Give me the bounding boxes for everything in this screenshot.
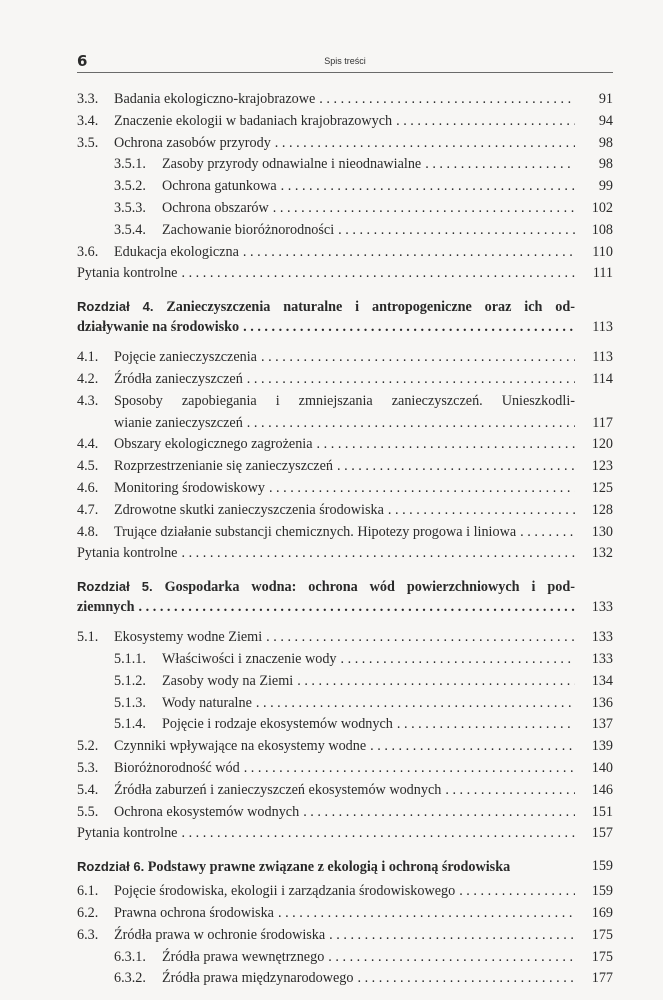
toc-entry[interactable] (77, 500, 613, 522)
toc-entry[interactable] (77, 627, 613, 649)
page-ref: 128 (591, 501, 613, 518)
page-ref: 139 (591, 738, 613, 755)
entry-title: Wody naturalne (162, 694, 252, 711)
chapter-5-heading[interactable] (77, 576, 613, 618)
page-ref: 91 (598, 91, 613, 107)
entry-title: Źródła prawa w ochronie środowiska (114, 926, 326, 943)
page-ref: 134 (591, 672, 613, 689)
table-of-contents (77, 89, 613, 990)
section-number: 3.6. (77, 243, 99, 260)
leader-dots (271, 133, 575, 155)
leader-dots (239, 242, 575, 264)
toc-entry[interactable] (77, 903, 613, 925)
section-number: 3.5.2. (114, 178, 146, 195)
entry-title: Pojęcie środowiska, ekologii i zarządzania środowiskowego (114, 883, 456, 900)
entry-title: Ochrona zasobów przyrody (114, 134, 271, 151)
entry-title: Zasoby przyrody odnawialne i nieodnawialne (162, 156, 422, 173)
leader-dots (243, 369, 575, 391)
page-ref: 159 (591, 883, 613, 900)
leader-dots (455, 881, 575, 903)
section-number: 3.5.4. (114, 221, 146, 238)
leader-dots (177, 543, 575, 565)
section-number: 6.3.2. (114, 970, 146, 987)
toc-entry[interactable] (77, 413, 613, 435)
toc-entry[interactable] (77, 242, 613, 264)
page-ref: 94 (598, 112, 613, 129)
entry-title: Pytania kontrolne (77, 825, 178, 842)
chapter-title-line2: ziemnych (77, 599, 135, 616)
toc-entry[interactable] (77, 649, 613, 671)
page-ref: 146 (591, 781, 613, 798)
section-number: 4.6. (77, 479, 99, 496)
section-number: 3.5. (77, 134, 99, 151)
section-number: 5.1.3. (114, 694, 146, 711)
page-ref: 136 (591, 694, 613, 711)
page-ref: 133 (591, 629, 613, 646)
entry-title: Zasoby wody na Ziemi (162, 672, 294, 689)
toc-entry[interactable] (77, 522, 613, 544)
entry-title: Właściwości i znaczenie wody (162, 650, 337, 667)
page-ref: 108 (591, 221, 613, 238)
page-header (77, 50, 613, 73)
leader-dots (177, 263, 575, 285)
entry-title: Monitoring środowiskowy (114, 479, 265, 496)
toc-entry[interactable] (77, 947, 613, 969)
section-number: 5.1.2. (114, 672, 146, 689)
page-ref: 113 (592, 319, 613, 336)
page-ref: 114 (592, 370, 613, 387)
toc-entry-line (77, 391, 613, 413)
leader-dots (265, 478, 575, 500)
entry-title: Pytania kontrolne (77, 545, 178, 562)
entry-title: Edukacja ekologiczna (114, 243, 239, 260)
leader-dots (421, 154, 575, 176)
leader-dots (337, 649, 575, 671)
leader-dots (366, 736, 575, 758)
toc-entry[interactable] (77, 133, 613, 155)
section-number: 3.5.3. (114, 199, 146, 216)
section-number: 6.2. (77, 904, 99, 921)
toc-entry[interactable] (77, 456, 613, 478)
chapter-title-line1: Gospodarka wodna: ochrona wód powierzchniowych i pod- (164, 579, 576, 596)
page-ref: 175 (591, 926, 613, 943)
section-number: 5.1.4. (114, 716, 146, 733)
page-ref: 157 (591, 825, 613, 842)
leader-dots (262, 627, 575, 649)
leader-dots (384, 500, 575, 522)
section-number: 4.7. (77, 501, 99, 518)
chapter-6-heading[interactable] (77, 856, 613, 877)
entry-title-line1: Sposoby zapobiegania i zmniejszania zanieczyszczeń. Unieszkodli- (114, 392, 575, 409)
toc-entry[interactable] (77, 434, 613, 456)
page-ref: 125 (591, 479, 613, 496)
indent (77, 413, 114, 435)
entry-title: Zdrowotne skutki zanieczyszczenia środowiska (114, 501, 384, 518)
section-number: 3.3. (77, 91, 99, 107)
toc-entry[interactable] (77, 543, 613, 565)
section-number: 4.4. (77, 436, 99, 453)
leader-dots (243, 413, 575, 435)
leader-dots (393, 714, 575, 736)
toc-entry[interactable] (77, 89, 613, 111)
section-number: 3.5.1. (114, 156, 146, 173)
entry-title: Badania ekologiczno-krajobrazowe (114, 91, 316, 107)
entry-title: Rozprzestrzenianie się zanieczyszczeń (114, 458, 333, 475)
chapter-4-heading[interactable] (77, 296, 613, 338)
section-number: 3.4. (77, 112, 99, 129)
section-3-entries (77, 89, 613, 285)
leader-dots (392, 111, 575, 133)
leader-dots (252, 693, 575, 715)
chapter-4-entries (77, 347, 613, 565)
section-number: 5.1.1. (114, 650, 146, 667)
entry-title: Bioróżnorodność wód (114, 759, 240, 776)
entry-title: Trujące działanie substancji chemicznych. Hipotezy progowa i liniowa (114, 523, 517, 540)
leader-dots (277, 176, 575, 198)
page-ref: 117 (592, 414, 613, 431)
chapter-label: Rozdział 4. (77, 299, 154, 315)
section-number: 6.3. (77, 926, 99, 943)
toc-entry[interactable] (77, 736, 613, 758)
page-ref: 132 (591, 545, 613, 562)
entry-title: Źródła zaburzeń i zanieczyszczeń ekosystemów wodnych (114, 781, 442, 798)
toc-entry[interactable] (77, 369, 613, 391)
leader-dots (325, 925, 575, 947)
entry-title: Prawna ochrona środowiska (114, 904, 274, 921)
chapter-5-entries (77, 627, 613, 845)
entry-title: Obszary ekologicznego zagrożenia (114, 436, 313, 453)
toc-entry[interactable] (77, 758, 613, 780)
entry-title: wianie zanieczyszczeń (114, 414, 243, 431)
page-ref: 113 (592, 349, 613, 366)
page-ref: 123 (591, 458, 613, 475)
entry-title: Ochrona ekosystemów wodnych (114, 803, 300, 820)
chapter-label: Rozdział 6. (77, 859, 145, 875)
entry-title: Źródła prawa międzynarodowego (162, 970, 354, 987)
leader-dots (315, 89, 575, 111)
chapter-title-line2: działywanie na środowisko (77, 319, 240, 336)
chapter-title: Podstawy prawne związane z ekologią i ochroną środowiska (147, 859, 511, 876)
page-ref: 110 (592, 243, 613, 260)
toc-entry[interactable] (77, 823, 613, 845)
section-number: 6.1. (77, 883, 99, 900)
entry-title: Źródła prawa wewnętrznego (162, 948, 325, 965)
page-ref: 120 (591, 436, 613, 453)
section-number: 5.2. (77, 738, 99, 755)
leader-dots (257, 347, 575, 369)
leader-dots (516, 522, 575, 544)
toc-entry[interactable] (77, 714, 613, 736)
page-ref: 169 (591, 904, 613, 921)
entry-title: Ekosystemy wodne Ziemi (114, 629, 263, 646)
toc-entry[interactable] (77, 263, 613, 285)
section-number: 5.3. (77, 759, 99, 776)
toc-entry[interactable] (77, 198, 613, 220)
section-number: 5.5. (77, 803, 99, 820)
chapter-6-entries (77, 881, 613, 990)
toc-entry[interactable] (77, 925, 613, 947)
leader-dots (177, 823, 575, 845)
page-ref: 137 (591, 716, 613, 733)
entry-title: Znaczenie ekologii w badaniach krajobrazowych (114, 112, 393, 129)
running-title: Spis treści (324, 56, 366, 66)
toc-entry[interactable] (77, 968, 613, 990)
leader-dots (269, 198, 575, 220)
leader-dots (334, 220, 575, 242)
toc-entry[interactable] (77, 220, 613, 242)
toc-entry[interactable] (77, 176, 613, 198)
leader-dots (333, 456, 575, 478)
page-ref: 98 (598, 156, 613, 173)
leader-dots (313, 434, 575, 456)
page-ref: 133 (591, 650, 613, 667)
section-number: 6.3.1. (114, 948, 146, 965)
page-ref: 133 (591, 599, 613, 616)
leader-dots (240, 758, 575, 780)
leader-dots (293, 671, 575, 693)
page-ref: 177 (591, 970, 613, 987)
section-number: 4.1. (77, 349, 99, 366)
page-ref: 98 (598, 134, 613, 151)
toc-entry[interactable] (77, 802, 613, 824)
entry-title: Ochrona obszarów (162, 199, 269, 216)
entry-title: Czynniki wpływające na ekosystemy wodne (114, 738, 367, 755)
toc-entry[interactable] (77, 478, 613, 500)
entry-title: Pojęcie i rodzaje ekosystemów wodnych (162, 716, 393, 733)
toc-entry[interactable] (77, 671, 613, 693)
page-ref: 130 (591, 523, 613, 540)
chapter-title-line1: Zanieczyszczenia naturalne i antropogeniczne oraz ich od- (166, 299, 575, 316)
toc-entry[interactable] (77, 347, 613, 369)
entry-title: Zachowanie bioróżnorodności (162, 221, 335, 238)
leader-dots (324, 947, 575, 969)
entry-title: Pojęcie zanieczyszczenia (114, 349, 257, 366)
toc-entry[interactable] (77, 154, 613, 176)
entry-title: Źródła zanieczyszczeń (114, 370, 243, 387)
leader-dots (135, 597, 575, 618)
section-number: 4.2. (77, 370, 99, 387)
toc-entry[interactable] (77, 111, 613, 133)
chapter-label: Rozdział 5. (77, 579, 153, 595)
page-ref: 102 (591, 199, 613, 216)
toc-entry[interactable] (77, 780, 613, 802)
leader-dots (299, 802, 575, 824)
page-ref: 111 (592, 265, 613, 282)
toc-entry[interactable] (77, 881, 613, 903)
entry-title: Ochrona gatunkowa (162, 178, 277, 195)
section-number: 5.4. (77, 781, 99, 798)
page-ref: 151 (591, 803, 613, 820)
leader-dots (239, 317, 575, 338)
page-ref: 175 (591, 948, 613, 965)
page-ref: 140 (591, 759, 613, 776)
section-number: 5.1. (77, 629, 99, 646)
page-ref: 159 (591, 858, 613, 875)
toc-entry[interactable] (77, 693, 613, 715)
section-number: 4.8. (77, 523, 99, 540)
page-ref: 99 (598, 178, 613, 195)
section-number: 4.5. (77, 458, 99, 475)
leader-dots (441, 780, 575, 802)
leader-dots (274, 903, 575, 925)
entry-title: Pytania kontrolne (77, 265, 178, 282)
section-number: 4.3. (77, 392, 99, 409)
page-number: 6 (77, 52, 88, 70)
leader-dots (353, 968, 575, 990)
